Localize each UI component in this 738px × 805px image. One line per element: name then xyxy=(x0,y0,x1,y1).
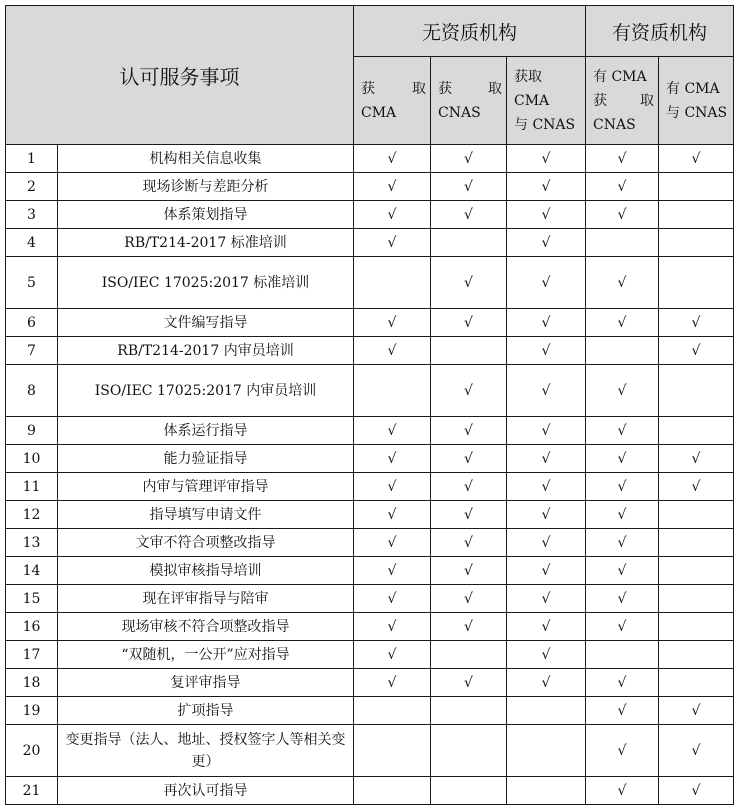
empty-cell xyxy=(354,725,431,777)
check-mark-cell: √ xyxy=(354,473,431,501)
table-row xyxy=(6,613,734,641)
service-item-name: 复评审指导 xyxy=(58,669,354,697)
row-number: 10 xyxy=(6,445,58,473)
table-row xyxy=(6,337,734,365)
check-mark-cell: √ xyxy=(507,529,586,557)
service-item-name: 内审与管理评审指导 xyxy=(58,473,354,501)
check-mark-cell: √ xyxy=(354,557,431,585)
service-item-name: 文审不符合项整改指导 xyxy=(58,529,354,557)
check-mark-cell: √ xyxy=(507,417,586,445)
check-mark-cell: √ xyxy=(431,417,507,445)
row-number: 14 xyxy=(6,557,58,585)
service-item-name: 现场审核不符合项整改指导 xyxy=(58,613,354,641)
col-header-line: 获 取 xyxy=(361,80,426,97)
certification-service-table xyxy=(5,5,734,805)
check-mark-cell: √ xyxy=(586,309,659,337)
service-item-name: ISO/IEC 17025:2017 标准培训 xyxy=(58,257,354,309)
check-mark-cell: √ xyxy=(507,201,586,229)
empty-cell xyxy=(431,337,507,365)
row-number: 2 xyxy=(6,173,58,201)
check-mark-cell: √ xyxy=(354,585,431,613)
row-number: 18 xyxy=(6,669,58,697)
row-number: 6 xyxy=(6,309,58,337)
col-header-line: CNAS xyxy=(593,116,636,133)
row-number: 4 xyxy=(6,229,58,257)
check-mark-cell: √ xyxy=(659,309,734,337)
table-row xyxy=(6,669,734,697)
check-mark-cell: √ xyxy=(659,725,734,777)
col-header-line: 获 取 xyxy=(593,92,654,109)
service-item-name: 机构相关信息收集 xyxy=(58,145,354,173)
table-row xyxy=(6,365,734,417)
empty-cell xyxy=(354,365,431,417)
table-row xyxy=(6,417,734,445)
row-number: 20 xyxy=(6,725,58,777)
empty-cell xyxy=(659,585,734,613)
row-number: 12 xyxy=(6,501,58,529)
check-mark-cell: √ xyxy=(586,173,659,201)
check-mark-cell: √ xyxy=(354,201,431,229)
empty-cell xyxy=(659,417,734,445)
service-item-name: “双随机，一公开”应对指导 xyxy=(58,641,354,669)
check-mark-cell: √ xyxy=(586,613,659,641)
service-item-name: 再次认可指导 xyxy=(58,777,354,805)
check-mark-cell: √ xyxy=(354,641,431,669)
table-row xyxy=(6,309,734,337)
check-mark-cell: √ xyxy=(586,557,659,585)
check-mark-cell: √ xyxy=(586,257,659,309)
check-mark-cell: √ xyxy=(659,777,734,805)
empty-cell xyxy=(431,229,507,257)
check-mark-cell: √ xyxy=(507,501,586,529)
table-row xyxy=(6,725,734,777)
empty-cell xyxy=(659,365,734,417)
empty-cell xyxy=(507,725,586,777)
empty-cell xyxy=(507,697,586,725)
row-number: 15 xyxy=(6,585,58,613)
table-row xyxy=(6,473,734,501)
check-mark-cell: √ xyxy=(586,365,659,417)
empty-cell xyxy=(659,613,734,641)
empty-cell xyxy=(586,641,659,669)
table-row xyxy=(6,697,734,725)
check-mark-cell: √ xyxy=(507,173,586,201)
check-mark-cell: √ xyxy=(354,445,431,473)
row-number: 9 xyxy=(6,417,58,445)
check-mark-cell: √ xyxy=(507,145,586,173)
table-row xyxy=(6,173,734,201)
table-row xyxy=(6,585,734,613)
service-item-name: 变更指导（法人、地址、授权签字人等相关变更） xyxy=(58,725,354,777)
check-mark-cell: √ xyxy=(431,445,507,473)
service-item-name: RB/T214-2017 标准培训 xyxy=(58,229,354,257)
check-mark-cell: √ xyxy=(507,641,586,669)
service-item-name: 指导填写申请文件 xyxy=(58,501,354,529)
check-mark-cell: √ xyxy=(431,501,507,529)
check-mark-cell: √ xyxy=(431,669,507,697)
check-mark-cell: √ xyxy=(507,557,586,585)
row-number: 8 xyxy=(6,365,58,417)
check-mark-cell: √ xyxy=(659,337,734,365)
empty-cell xyxy=(431,777,507,805)
check-mark-cell: √ xyxy=(586,417,659,445)
check-mark-cell: √ xyxy=(507,613,586,641)
check-mark-cell: √ xyxy=(354,669,431,697)
col-header-has-cma-and-cnas xyxy=(659,57,734,145)
empty-cell xyxy=(431,697,507,725)
row-number: 13 xyxy=(6,529,58,557)
empty-cell xyxy=(659,557,734,585)
check-mark-cell: √ xyxy=(431,257,507,309)
empty-cell xyxy=(354,697,431,725)
check-mark-cell: √ xyxy=(507,257,586,309)
qualified-org-header: 有资质机构 xyxy=(586,6,734,57)
empty-cell xyxy=(586,337,659,365)
service-item-name: 能力验证指导 xyxy=(58,445,354,473)
empty-cell xyxy=(354,257,431,309)
empty-cell xyxy=(586,229,659,257)
service-item-header: 认可服务事项 xyxy=(6,6,354,145)
table-row xyxy=(6,777,734,805)
check-mark-cell: √ xyxy=(659,145,734,173)
empty-cell xyxy=(354,777,431,805)
check-mark-cell: √ xyxy=(586,473,659,501)
check-mark-cell: √ xyxy=(507,669,586,697)
empty-cell xyxy=(659,501,734,529)
service-item-name: 体系运行指导 xyxy=(58,417,354,445)
check-mark-cell: √ xyxy=(354,613,431,641)
check-mark-cell: √ xyxy=(354,229,431,257)
empty-cell xyxy=(659,641,734,669)
col-header-line: 获 取 xyxy=(438,80,502,97)
check-mark-cell: √ xyxy=(586,697,659,725)
check-mark-cell: √ xyxy=(354,417,431,445)
check-mark-cell: √ xyxy=(507,445,586,473)
check-mark-cell: √ xyxy=(586,145,659,173)
check-mark-cell: √ xyxy=(586,669,659,697)
check-mark-cell: √ xyxy=(354,309,431,337)
service-item-name: RB/T214-2017 内审员培训 xyxy=(58,337,354,365)
row-number: 1 xyxy=(6,145,58,173)
check-mark-cell: √ xyxy=(586,201,659,229)
check-mark-cell: √ xyxy=(431,173,507,201)
empty-cell xyxy=(659,201,734,229)
table-row xyxy=(6,557,734,585)
table-row xyxy=(6,529,734,557)
check-mark-cell: √ xyxy=(586,501,659,529)
table-row xyxy=(6,501,734,529)
table-row xyxy=(6,145,734,173)
service-item-name: 现在评审指导与陪审 xyxy=(58,585,354,613)
check-mark-cell: √ xyxy=(659,445,734,473)
empty-cell xyxy=(507,777,586,805)
row-number: 7 xyxy=(6,337,58,365)
table-body xyxy=(6,145,734,805)
row-number: 11 xyxy=(6,473,58,501)
empty-cell xyxy=(659,529,734,557)
check-mark-cell: √ xyxy=(586,725,659,777)
check-mark-cell: √ xyxy=(586,445,659,473)
empty-cell xyxy=(659,257,734,309)
service-item-name: 模拟审核指导培训 xyxy=(58,557,354,585)
certification-service-table-wrapper xyxy=(5,5,734,805)
check-mark-cell: √ xyxy=(659,473,734,501)
service-item-name: 文件编写指导 xyxy=(58,309,354,337)
row-number: 19 xyxy=(6,697,58,725)
check-mark-cell: √ xyxy=(507,337,586,365)
row-number: 17 xyxy=(6,641,58,669)
row-number: 5 xyxy=(6,257,58,309)
check-mark-cell: √ xyxy=(586,777,659,805)
service-item-name: 体系策划指导 xyxy=(58,201,354,229)
check-mark-cell: √ xyxy=(354,529,431,557)
check-mark-cell: √ xyxy=(507,365,586,417)
table-row xyxy=(6,445,734,473)
check-mark-cell: √ xyxy=(431,473,507,501)
check-mark-cell: √ xyxy=(507,473,586,501)
table-row xyxy=(6,641,734,669)
check-mark-cell: √ xyxy=(354,501,431,529)
col-header-has-cma-get-cnas xyxy=(586,57,659,145)
service-item-name: ISO/IEC 17025:2017 内审员培训 xyxy=(58,365,354,417)
service-item-name: 扩项指导 xyxy=(58,697,354,725)
row-number: 16 xyxy=(6,613,58,641)
empty-cell xyxy=(659,173,734,201)
check-mark-cell: √ xyxy=(354,145,431,173)
check-mark-cell: √ xyxy=(354,173,431,201)
check-mark-cell: √ xyxy=(431,365,507,417)
col-header-line: 与 CNAS xyxy=(514,116,576,133)
service-item-name: 现场诊断与差距分析 xyxy=(58,173,354,201)
col-header-line: 获取 CMA xyxy=(514,68,550,109)
empty-cell xyxy=(431,641,507,669)
table-header xyxy=(6,6,734,145)
check-mark-cell: √ xyxy=(431,529,507,557)
check-mark-cell: √ xyxy=(507,585,586,613)
check-mark-cell: √ xyxy=(659,697,734,725)
check-mark-cell: √ xyxy=(431,145,507,173)
empty-cell xyxy=(659,229,734,257)
row-number: 21 xyxy=(6,777,58,805)
check-mark-cell: √ xyxy=(431,557,507,585)
col-header-line: 与 CNAS xyxy=(666,104,728,121)
col-header-cma: 获 取 CMA xyxy=(354,57,431,145)
col-header-line: 有 CMA xyxy=(593,68,647,85)
check-mark-cell: √ xyxy=(431,613,507,641)
check-mark-cell: √ xyxy=(507,229,586,257)
check-mark-cell: √ xyxy=(431,201,507,229)
check-mark-cell: √ xyxy=(431,309,507,337)
col-header-line: 有 CMA xyxy=(666,80,720,97)
empty-cell xyxy=(659,669,734,697)
unqualified-org-header: 无资质机构 xyxy=(354,6,586,57)
check-mark-cell: √ xyxy=(354,337,431,365)
col-header-cnas: 获 取 CNAS xyxy=(431,57,507,145)
table-row xyxy=(6,201,734,229)
check-mark-cell: √ xyxy=(431,585,507,613)
check-mark-cell: √ xyxy=(507,309,586,337)
table-row xyxy=(6,229,734,257)
check-mark-cell: √ xyxy=(586,529,659,557)
row-number: 3 xyxy=(6,201,58,229)
check-mark-cell: √ xyxy=(586,585,659,613)
col-header-cma-and-cnas xyxy=(507,57,586,145)
table-row xyxy=(6,257,734,309)
empty-cell xyxy=(431,725,507,777)
